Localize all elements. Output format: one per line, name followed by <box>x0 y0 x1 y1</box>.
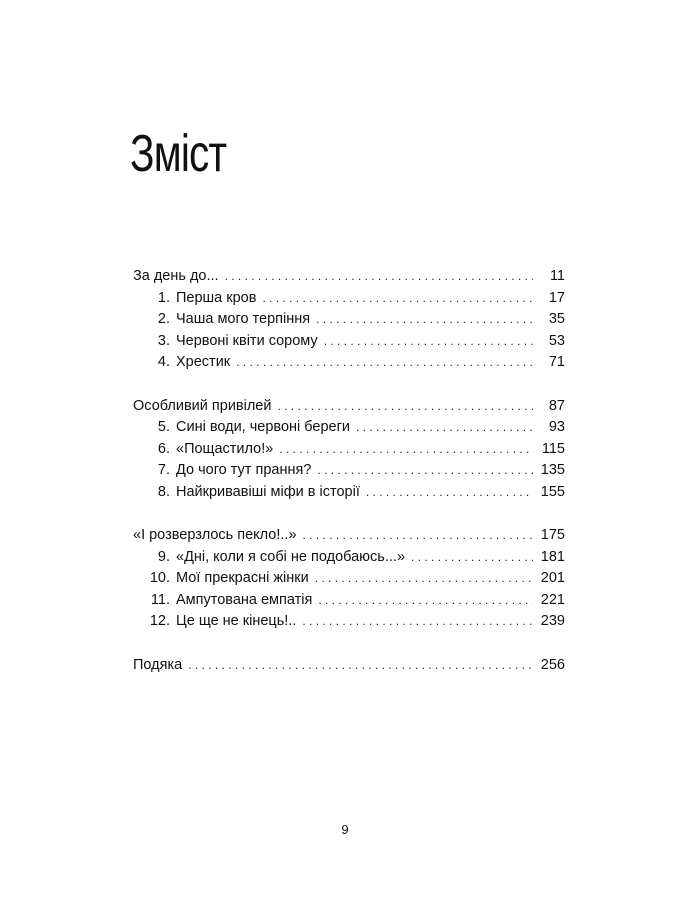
chapter-number: 1. <box>157 289 170 306</box>
chapter-number: 3. <box>157 332 170 349</box>
toc-page-number: 53 <box>548 332 565 349</box>
dot-leader <box>366 482 533 504</box>
dot-leader <box>279 439 533 461</box>
toc-chapter-entry <box>133 460 565 482</box>
chapter-title: Сині води, червоні береги <box>176 419 350 435</box>
toc-page-number: 239 <box>540 613 565 629</box>
toc-page-number: 135 <box>540 462 565 478</box>
dot-leader <box>317 460 533 482</box>
toc-part-group <box>133 396 565 504</box>
dot-leader <box>225 266 533 288</box>
toc-chapter-entry <box>133 331 565 353</box>
chapter-number: 11. <box>150 591 170 608</box>
toc-chapter-entry <box>133 288 565 310</box>
toc-part-entry <box>133 655 565 677</box>
page-title: Зміст <box>130 125 227 183</box>
dot-leader <box>236 352 533 374</box>
dot-leader <box>303 525 533 547</box>
toc-part-group <box>133 266 565 374</box>
dot-leader <box>262 288 533 310</box>
dot-leader <box>316 309 533 331</box>
toc-chapter-entry <box>133 482 565 504</box>
toc-chapter-entry <box>133 417 565 439</box>
toc-chapter-entry <box>133 590 565 612</box>
toc-part-entry <box>133 266 565 288</box>
toc-chapter-entry <box>133 352 565 374</box>
dot-leader <box>188 655 533 677</box>
chapter-title: Ампутована емпатія <box>176 591 313 608</box>
toc-page-number: 11 <box>549 268 565 284</box>
toc-page-number: 71 <box>548 354 565 370</box>
chapter-number: 5. <box>157 419 170 435</box>
chapter-title: Мої прекрасні жінки <box>176 570 309 586</box>
toc-chapter-entry <box>133 568 565 590</box>
chapter-title: Найкривавіші міфи в історії <box>176 483 360 500</box>
toc-part-title: За день до... <box>133 268 219 284</box>
chapter-number: 10. <box>149 570 170 586</box>
dot-leader <box>324 331 533 353</box>
dot-leader <box>277 396 533 418</box>
chapter-title: Чаша мого терпіння <box>176 311 311 327</box>
page-number: 9 <box>341 822 349 837</box>
toc-page-number: 93 <box>548 419 565 435</box>
chapter-number: 9. <box>157 548 170 565</box>
toc-page-number: 35 <box>548 311 565 327</box>
toc-part-title: «І розверзлось пекло!..» <box>133 527 297 543</box>
chapter-number: 6. <box>157 440 170 457</box>
toc-part-title: Подяка <box>133 656 183 673</box>
toc-page-number: 175 <box>540 527 565 543</box>
dot-leader <box>302 611 533 633</box>
toc-part-entry <box>133 525 565 547</box>
toc-page-number: 155 <box>540 483 565 500</box>
dot-leader <box>315 568 533 590</box>
chapter-number: 7. <box>157 462 170 478</box>
chapter-title: Це ще не кінець!.. <box>176 613 297 629</box>
toc-part-entry <box>133 396 565 418</box>
toc-chapter-entry <box>133 439 565 461</box>
chapter-number: 8. <box>157 483 170 500</box>
toc-page-number: 181 <box>540 548 565 565</box>
chapter-title: Перша кров <box>176 289 257 306</box>
chapter-title: Хрестик <box>176 354 231 370</box>
toc-page-number: 17 <box>548 289 565 306</box>
dot-leader <box>318 590 533 612</box>
chapter-title: «Пощастило!» <box>176 440 274 457</box>
toc-part-title: Особливий привілей <box>133 397 272 414</box>
chapter-number: 12. <box>149 613 170 629</box>
chapter-title: Червоні квіти сорому <box>176 332 318 349</box>
toc-chapter-entry <box>133 547 565 569</box>
toc-page-number: 87 <box>548 397 565 414</box>
toc-page-number: 256 <box>540 656 565 673</box>
chapter-number: 4. <box>157 354 170 370</box>
chapter-title: До чого тут прання? <box>176 462 312 478</box>
table-of-contents <box>133 266 565 698</box>
dot-leader <box>411 547 533 569</box>
dot-leader <box>356 417 533 439</box>
toc-chapter-entry <box>133 611 565 633</box>
chapter-number: 2. <box>157 311 170 327</box>
toc-page-number: 201 <box>540 570 565 586</box>
toc-part-group <box>133 525 565 633</box>
chapter-title: «Дні, коли я собі не подобаюсь...» <box>176 548 406 565</box>
toc-chapter-entry <box>133 309 565 331</box>
toc-page-number: 115 <box>541 440 565 457</box>
toc-part-group <box>133 655 565 677</box>
toc-page-number: 221 <box>540 591 565 608</box>
